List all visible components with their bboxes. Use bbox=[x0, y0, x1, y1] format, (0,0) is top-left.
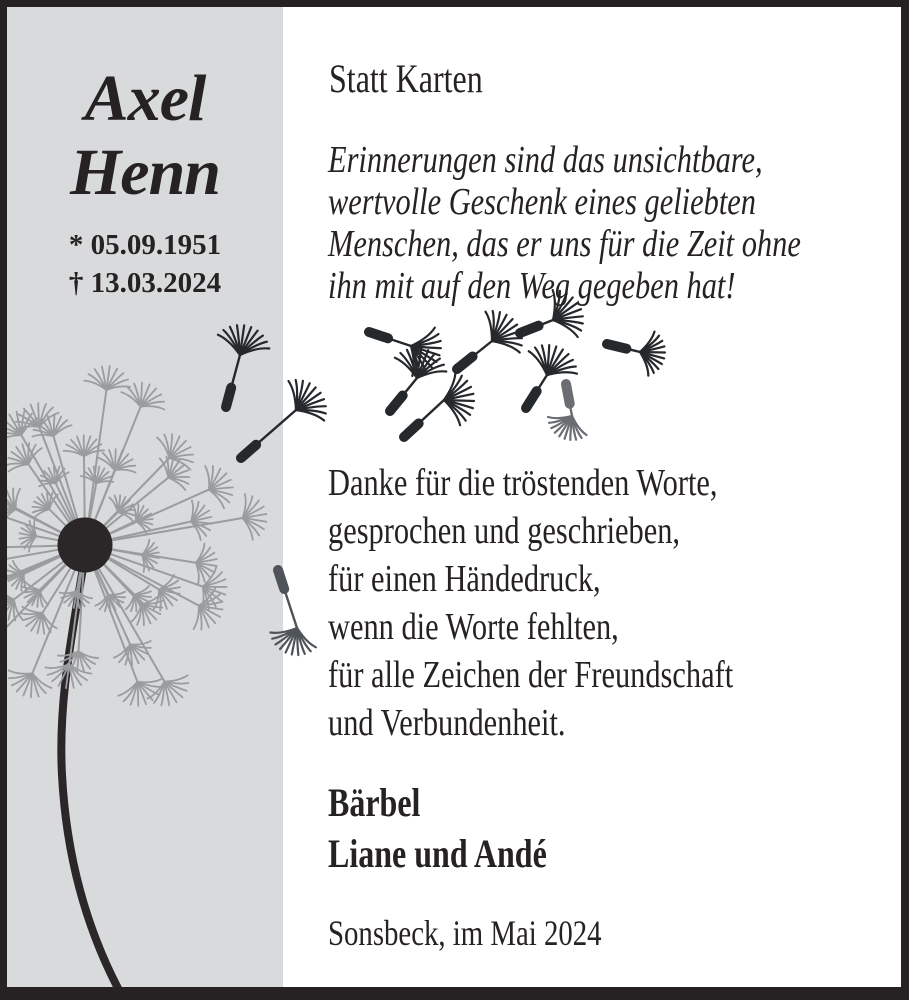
thanks-line: für einen Händedruck, bbox=[328, 558, 601, 600]
deceased-name bbox=[7, 62, 283, 210]
mourners-names bbox=[328, 777, 547, 879]
mourner-line: Bärbel bbox=[328, 780, 421, 825]
birth-date: * 05.09.1951 bbox=[68, 229, 222, 261]
death-date: † 13.03.2024 bbox=[68, 267, 222, 299]
thanks-line: wenn die Worte fehlten, bbox=[328, 606, 619, 648]
thanks-text bbox=[328, 459, 733, 747]
statt-karten-label: Statt Karten bbox=[329, 56, 483, 101]
place-and-date: Sonsbeck, im Mai 2024 bbox=[328, 913, 602, 953]
thanks-line: für alle Zeichen der Freundschaft bbox=[328, 654, 734, 696]
quote-line: wertvolle Geschenk eines geliebten bbox=[328, 181, 756, 223]
thanks-line: und Verbundenheit. bbox=[328, 702, 566, 744]
thanks-line: gesprochen und geschrieben, bbox=[328, 510, 681, 552]
memorial-quote bbox=[328, 139, 801, 307]
quote-line: Menschen, das er uns für die Zeit ohne bbox=[328, 223, 801, 265]
life-dates bbox=[7, 226, 283, 302]
quote-line: Erinnerungen sind das unsichtbare, bbox=[328, 139, 763, 181]
deceased-last-name: Henn bbox=[69, 136, 221, 209]
deceased-first-name: Axel bbox=[84, 62, 206, 135]
thanks-line: Danke für die tröstenden Worte, bbox=[328, 462, 718, 504]
quote-line: ihn mit auf den Weg gegeben hat! bbox=[328, 265, 736, 307]
mourner-line: Liane und Andé bbox=[328, 831, 547, 876]
